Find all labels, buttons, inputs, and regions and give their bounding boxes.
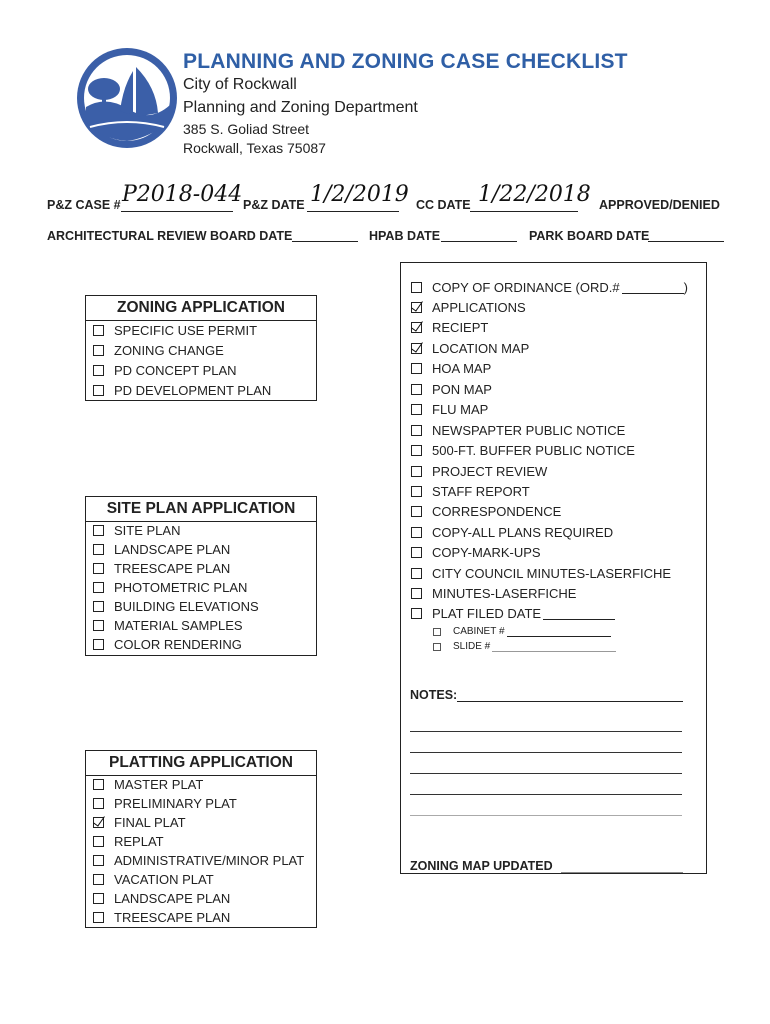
checkbox[interactable] [411,425,422,436]
platting-item[interactable]: VACATION PLAT [93,872,214,887]
zoning-map-updated-line[interactable] [561,872,683,873]
notes-line[interactable] [410,752,682,753]
platting-application-box [85,750,317,928]
checklist-item-plat-filed-date[interactable]: PLAT FILED DATE [411,606,615,621]
platting-item[interactable]: REPLAT [93,834,164,849]
checklist-item[interactable]: STAFF REPORT [411,484,530,499]
checkbox[interactable] [93,582,104,593]
checklist-box [400,262,707,874]
pz-case-label: P&Z CASE # [47,198,121,212]
checklist-item[interactable]: RECIEPT [411,320,488,335]
platting-item[interactable]: MASTER PLAT [93,777,203,792]
checkbox[interactable] [411,506,422,517]
cc-date-line [470,211,578,212]
plat-filed-date-line[interactable] [543,608,615,620]
site-plan-title-divider [86,521,316,522]
zoning-map-updated-label: ZONING MAP UPDATED [410,859,553,873]
checkbox-checked[interactable] [411,302,422,313]
checkbox[interactable] [93,385,104,396]
slide-field[interactable]: SLIDE # [433,641,616,652]
platting-item[interactable]: LANDSCAPE PLAN [93,891,230,906]
site-plan-application-box [85,496,317,656]
checkbox[interactable] [93,893,104,904]
pz-case-value[interactable]: P2018-044 [122,182,243,207]
platting-item[interactable]: ADMINISTRATIVE/MINOR PLAT [93,853,304,868]
checklist-item[interactable]: NEWSPAPTER PUBLIC NOTICE [411,423,625,438]
address-line-2: Rockwall, Texas 75087 [183,140,326,156]
notes-line[interactable] [410,731,682,732]
platting-application-title: PLATTING APPLICATION [109,754,293,771]
checklist-item[interactable]: APPLICATIONS [411,300,526,315]
address-line-1: 385 S. Goliad Street [183,121,310,137]
arb-date-line[interactable] [292,241,358,242]
site-plan-item[interactable]: PHOTOMETRIC PLAN [93,580,247,595]
site-plan-item[interactable]: TREESCAPE PLAN [93,561,230,576]
cc-date-value[interactable]: 1/22/2018 [478,182,591,207]
pz-date-label: P&Z DATE [243,198,305,212]
checklist-item[interactable]: LOCATION MAP [411,341,529,356]
notes-line[interactable] [410,773,682,774]
site-plan-application-title: SITE PLAN APPLICATION [106,500,296,517]
park-board-date-line[interactable] [648,241,724,242]
checkbox[interactable] [411,363,422,374]
checklist-item[interactable]: COPY-MARK-UPS [411,545,541,560]
city-logo [76,47,178,149]
checkbox[interactable] [93,620,104,631]
zoning-item[interactable]: PD DEVELOPMENT PLAN [93,383,271,398]
site-plan-item[interactable]: LANDSCAPE PLAN [93,542,230,557]
zoning-title-divider [86,320,316,321]
platting-item[interactable]: FINAL PLAT [93,815,186,830]
checklist-item[interactable]: CORRESPONDENCE [411,504,561,519]
checkbox[interactable] [411,384,422,395]
checkbox[interactable] [93,345,104,356]
zoning-item[interactable]: ZONING CHANGE [93,343,224,358]
checkbox[interactable] [93,836,104,847]
checklist-item[interactable]: HOA MAP [411,361,491,376]
site-plan-item[interactable]: BUILDING ELEVATIONS [93,599,259,614]
cabinet-field[interactable]: CABINET # [433,626,611,637]
checkbox[interactable] [93,855,104,866]
notes-label: NOTES: [410,688,458,702]
checkbox[interactable] [411,568,422,579]
ordinance-number-line[interactable] [622,282,684,294]
checkbox[interactable] [93,365,104,376]
checkbox[interactable] [93,639,104,650]
checkbox[interactable] [411,588,422,599]
checkbox-checked[interactable] [411,322,422,333]
checkbox-checked[interactable] [93,817,104,828]
notes-line[interactable] [410,794,682,795]
approved-denied-label[interactable]: APPROVED/DENIED [599,198,720,212]
checkbox[interactable] [93,325,104,336]
checklist-item[interactable]: FLU MAP [411,402,488,417]
checkbox[interactable] [411,608,422,619]
pz-case-line [121,211,233,212]
checkbox[interactable] [433,628,441,636]
city-name: City of Rockwall [183,76,297,93]
hpab-date-line[interactable] [441,241,517,242]
notes-line[interactable] [410,815,682,816]
checklist-item[interactable]: PROJECT REVIEW [411,464,547,479]
checkbox[interactable] [93,779,104,790]
hpab-date-label: HPAB DATE [369,229,441,243]
zoning-application-title: ZONING APPLICATION [117,299,285,316]
checkbox[interactable] [411,527,422,538]
checklist-item[interactable]: 500-FT. BUFFER PUBLIC NOTICE [411,443,635,458]
checkbox[interactable] [411,466,422,477]
platting-title-divider [86,775,316,776]
pz-date-value[interactable]: 1/2/2019 [310,182,409,207]
arb-date-label: ARCHITECTURAL REVIEW BOARD DATE [47,229,293,243]
checklist-item[interactable]: MINUTES-LASERFICHE [411,586,576,601]
cc-date-label: CC DATE [416,198,471,212]
checkbox[interactable] [411,404,422,415]
checkbox[interactable] [93,874,104,885]
zoning-item[interactable]: PD CONCEPT PLAN [93,363,237,378]
park-board-date-label: PARK BOARD DATE [529,229,650,243]
checklist-item[interactable]: PON MAP [411,382,492,397]
checkbox[interactable] [411,547,422,558]
checkbox[interactable] [93,798,104,809]
checklist-item[interactable]: CITY COUNCIL MINUTES-LASERFICHE [411,566,671,581]
checkbox[interactable] [411,282,422,293]
checkbox[interactable] [93,912,104,923]
site-plan-item[interactable]: MATERIAL SAMPLES [93,618,243,633]
slide-number-line[interactable] [492,642,616,652]
checkbox[interactable] [93,563,104,574]
cabinet-number-line[interactable] [507,627,611,637]
department-name: Planning and Zoning Department [183,99,418,116]
pz-date-line [307,211,399,212]
platting-item[interactable]: TREESCAPE PLAN [93,910,230,925]
checkbox[interactable] [411,486,422,497]
site-plan-item[interactable]: COLOR RENDERING [93,637,242,652]
checklist-item[interactable]: COPY-ALL PLANS REQUIRED [411,525,613,540]
checkbox-checked[interactable] [411,343,422,354]
checklist-item-ordinance[interactable]: COPY OF ORDINANCE (ORD.# ) [411,280,688,295]
checkbox[interactable] [433,643,441,651]
zoning-application-box [85,295,317,401]
checkbox[interactable] [93,525,104,536]
page-title: PLANNING AND ZONING CASE CHECKLIST [183,50,628,73]
zoning-item[interactable]: SPECIFIC USE PERMIT [93,323,257,338]
notes-line-first[interactable] [457,701,683,702]
checkbox[interactable] [93,544,104,555]
checkbox[interactable] [411,445,422,456]
checkbox[interactable] [93,601,104,612]
platting-item[interactable]: PRELIMINARY PLAT [93,796,237,811]
site-plan-item[interactable]: SITE PLAN [93,523,180,538]
